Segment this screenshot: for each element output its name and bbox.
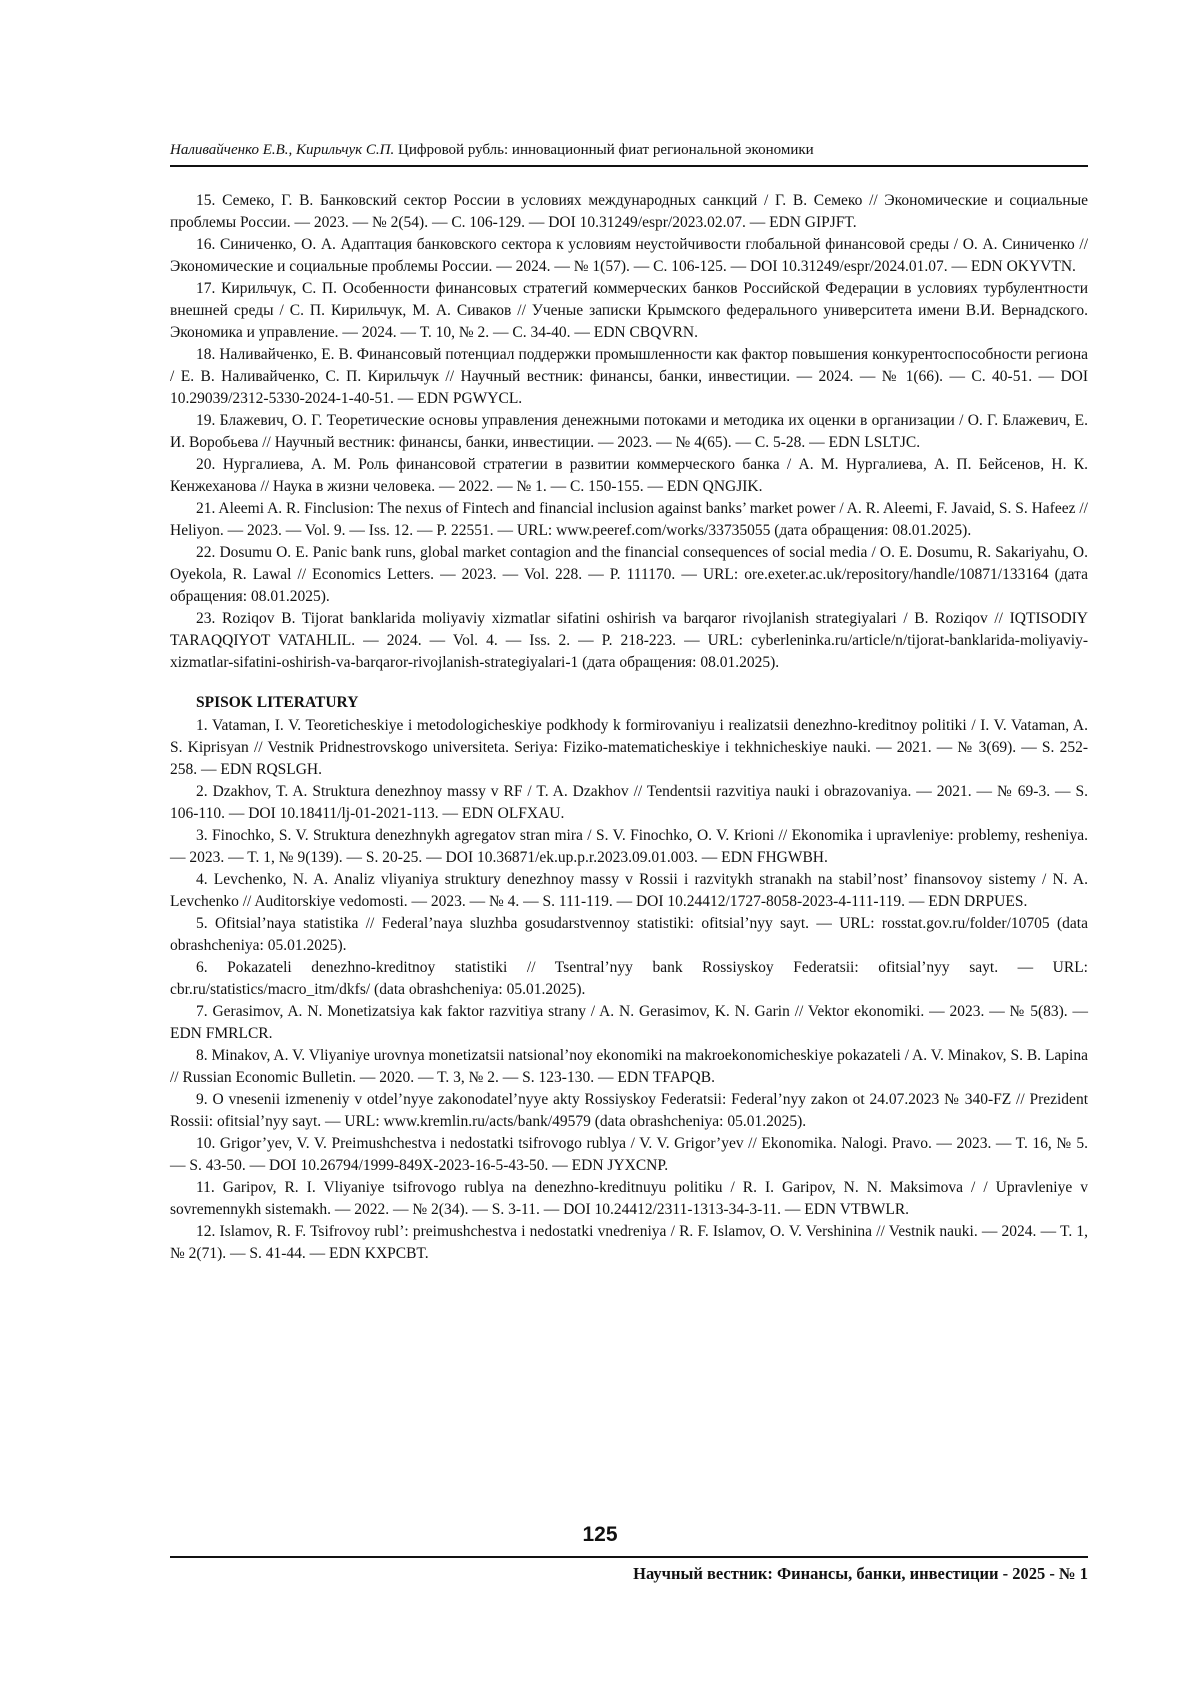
reference-item: 7. Gerasimov, A. N. Monetizatsiya kak faktor razvitiya strany / A. N. Gerasimov, K. N. Garin // Vektor ekonomiki. — 2023. — № 5(83). — EDN FMRLCR. [170,1003,1088,1042]
journal-footer: Научный вестник: Финансы, банки, инвестиции - 2025 - № 1 [170,1556,1088,1585]
reference-item: 6. Pokazateli denezhno-kreditnoy statistiki // Tsentral’nyy bank Rossiyskoy Federatsii: ofitsial’nyy sayt. — URL: cbr.ru/statistics/macro_itm/dkfs/ (data obrashcheniya: 05.01.2025). [170,959,1088,998]
reference-item: 23. Roziqov B. Tijorat banklarida moliyaviy xizmatlar sifatini oshirish va barqaror rivojlanish strategiyalari / B. Roziqov // IQTISODIY TARAQQIYOT VATAHLIL. — 2024. — Vol. 4. — Iss. 2. — P. 218-223. — URL: cyberleninka.ru/article/n/tijorat-banklarida-moliyaviy-xizmatlar-sifatini-oshirish-va-barqaror-rivojlanish-strategiyalari-1 (дата обращения: 08.01.2025). [170,610,1088,671]
reference-list [170,190,1088,1265]
reference-item: 12. Islamov, R. F. Tsifrovoy rubl’: preimushchestva i nedostatki vnedreniya / R. F. Islamov, O. V. Vershinina // Vestnik nauki. — 2024. — T. 1, № 2(71). — S. 41-44. — EDN KXPCBT. [170,1223,1088,1262]
running-head-authors: Наливайченко Е.В., Кирильчук С.П. [170,142,395,158]
reference-item: 10. Grigor’yev, V. V. Preimushchestva i nedostatki tsifrovogo rublya / V. V. Grigor’yev // Ekonomika. Nalogi. Pravo. — 2023. — T. 16, № 5. — S. 43-50. — DOI 10.26794/1999-849X-2023-16-5-43-50. — EDN JYXCNP. [170,1135,1088,1174]
reference-item: 9. O vnesenii izmeneniy v otdel’nyye zakonodatel’nyye akty Rossiyskoy Federatsii: Federal’nyy zakon ot 24.07.2023 № 340-FZ // Prezident Rossii: ofitsial’nyy sayt. — URL: www.kremlin.ru/acts/bank/49579 (data obrashcheniya: 05.01.2025). [170,1091,1088,1130]
reference-item: 5. Ofitsial’naya statistika // Federal’naya sluzhba gosudarstvennoy statistiki: ofitsial’nyy sayt. — URL: rosstat.gov.ru/folder/10705 (data obrashcheniya: 05.01.2025). [170,915,1088,954]
running-head [170,140,1088,167]
reference-item: 2. Dzakhov, T. A. Struktura denezhnoy massy v RF / T. A. Dzakhov // Tendentsii razvitiya nauki i obrazovaniya. — 2021. — № 69-3. — S. 106-110. — DOI 10.18411/lj-01-2021-113. — EDN OLFXAU. [170,783,1088,822]
reference-item: 17. Кирильчук, С. П. Особенности финансовых стратегий коммерческих банков Российской Федерации в условиях турбулентности внешней среды / С. П. Кирильчук, М. А. Сиваков // Ученые записки Крымского федерального университета имени В.И. Вернадского. Экономика и управление. — 2024. — Т. 10, № 2. — С. 34-40. — EDN CBQVRN. [170,280,1088,341]
reference-item: 21. Aleemi A. R. Finclusion: The nexus of Fintech and financial inclusion against banks’ market power / A. R. Aleemi, F. Javaid, S. S. Hafeez // Heliyon. — 2023. — Vol. 9. — Iss. 12. — P. 22551. — URL: www.peeref.com/works/33735055 (дата обращения: 08.01.2025). [170,500,1088,539]
reference-item: 8. Minakov, A. V. Vliyaniye urovnya monetizatsii natsional’noy ekonomiki na makroekonomicheskiye pokazateli / A. V. Minakov, S. B. Lapina // Russian Economic Bulletin. — 2020. — T. 3, № 2. — S. 123-130. — EDN TFAPQB. [170,1047,1088,1086]
reference-item: 3. Finochko, S. V. Struktura denezhnykh agregatov stran mira / S. V. Finochko, O. V. Krioni // Ekonomika i upravleniye: problemy, resheniya. — 2023. — T. 1, № 9(139). — S. 20-25. — DOI 10.36871/ek.up.p.r.2023.09.01.003. — EDN FHGWBH. [170,827,1088,866]
section-heading: SPISOK LITERATURY [196,694,359,711]
reference-item: 20. Нургалиева, А. М. Роль финансовой стратегии в развитии коммерческого банка / А. М. Нургалиева, А. П. Бейсенов, Н. К. Кенжеханова // Наука в жизни человека. — 2022. — № 1. — С. 150-155. — EDN QNGJIK. [170,456,1088,495]
reference-item: 1. Vataman, I. V. Teoreticheskiye i metodologicheskiye podkhody k formirovaniyu i realizatsii denezhno-kreditnoy politiki / I. V. Vataman, A. S. Kiprisyan // Vestnik Pridnestrovskogo universiteta. Seriya: Fiziko-matematicheskiye i tekhnicheskiye nauki. — 2021. — № 3(69). — S. 252-258. — EDN RQSLGH. [170,717,1088,778]
reference-item: 11. Garipov, R. I. Vliyaniye tsifrovogo rublya na denezhno-kreditnuyu politiku / R. I. Garipov, N. N. Maksimova / / Upravleniye v sovremennykh sistemakh. — 2022. — № 2(34). — S. 3-11. — DOI 10.24412/2311-1313-34-3-11. — EDN VTBWLR. [170,1179,1088,1218]
reference-item: 19. Блажевич, О. Г. Теоретические основы управления денежными потоками и методика их оценки в организации / О. Г. Блажевич, Е. И. Воробьева // Научный вестник: финансы, банки, инвестиции. — 2023. — № 4(65). — С. 5-28. — EDN LSLTJC. [170,412,1088,451]
reference-item: 22. Dosumu O. E. Panic bank runs, global market contagion and the financial consequences of social media / O. E. Dosumu, R. Sakariyahu, O. Oyekola, R. Lawal // Economics Letters. — 2023. — Vol. 228. — P. 111170. — URL: ore.exeter.ac.uk/repository/handle/10871/133164 (дата обращения: 08.01.2025). [170,544,1088,605]
running-head-title: Цифровой рубль: инновационный фиат региональной экономики [397,142,814,158]
reference-item: 4. Levchenko, N. A. Analiz vliyaniya struktury denezhnoy massy v Rossii i razvitykh stranakh na stabil’nost’ finansovoy sistemy / N. A. Levchenko // Auditorskiye vedomosti. — 2023. — № 4. — S. 111-119. — DOI 10.24412/1727-8058-2023-4-111-119. — EDN DRPUES. [170,871,1088,910]
reference-item: 15. Семеко, Г. В. Банковский сектор России в условиях международных санкций / Г. В. Семеко // Экономические и социальные проблемы России. — 2023. — № 2(54). — С. 106-129. — DOI 10.31249/espr/2023.02.07. — EDN GIPJFT. [170,192,1088,231]
page-body [170,140,1088,1265]
page-number: 125 [582,1523,618,1546]
reference-item: 18. Наливайченко, Е. В. Финансовый потенциал поддержки промышленности как фактор повышения конкурентоспособности региона / Е. В. Наливайченко, С. П. Кирильчук // Научный вестник: финансы, банки, инвестиции. — 2024. — № 1(66). — С. 40-51. — DOI 10.29039/2312-5330-2024-1-40-51. — EDN PGWYCL. [170,346,1088,407]
reference-item: 16. Синиченко, О. А. Адаптация банковского сектора к условиям неустойчивости глобальной финансовой среды / О. А. Синиченко // Экономические и социальные проблемы России. — 2024. — № 1(57). — С. 106-125. — DOI 10.31249/espr/2024.01.07. — EDN OKYVTN. [170,236,1088,275]
